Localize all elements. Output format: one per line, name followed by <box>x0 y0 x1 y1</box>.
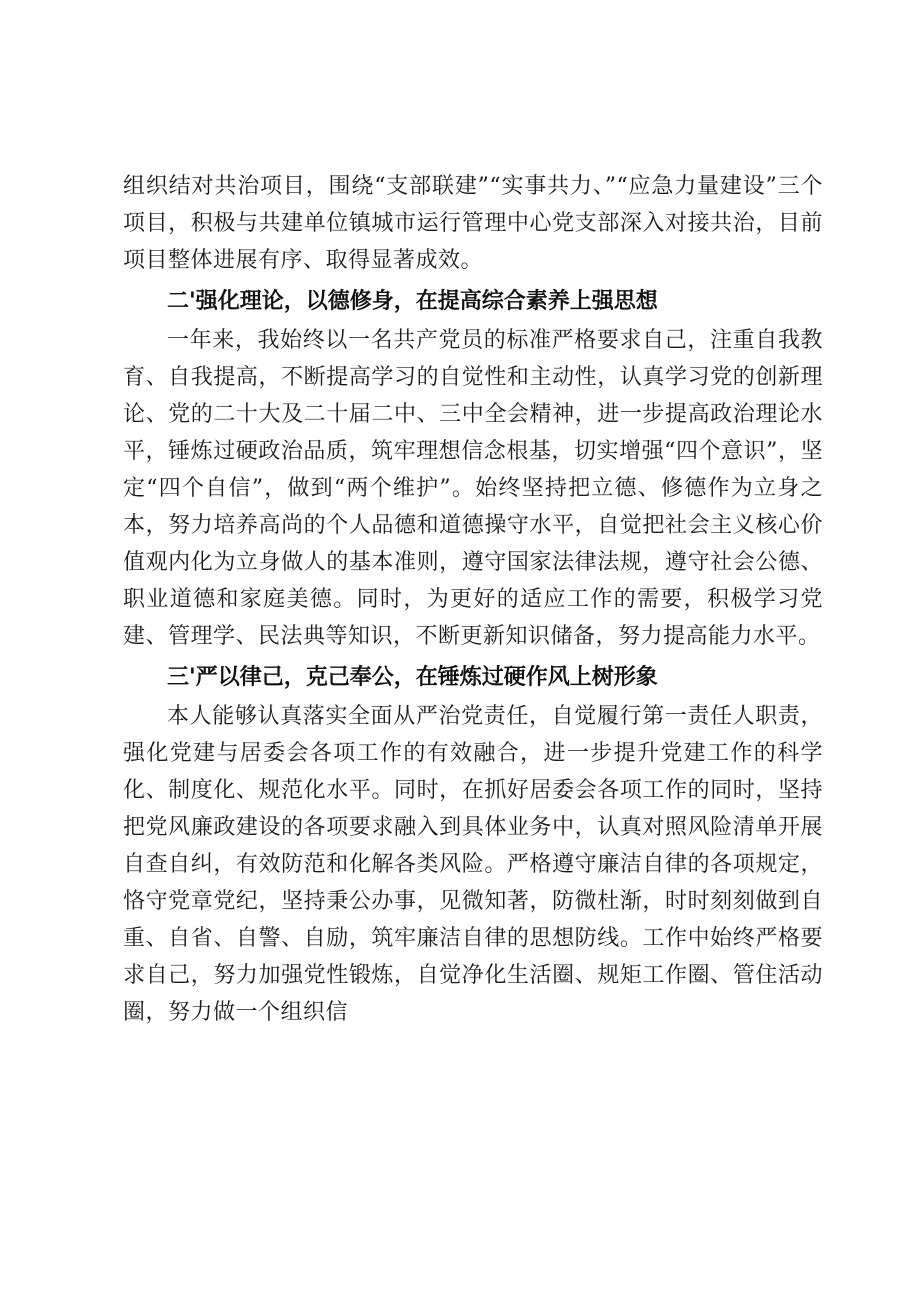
section-heading-3: 三'严以律己，克己奉公，在锤炼过硬作风上树形象 <box>167 665 658 690</box>
paragraph-section-2: 一年来，我始终以一名共产党员的标准严格要求自己，注重自我教育、自我提高，不断提高学习的自觉性和主动性，认真学习党的创新理论、党的二十大及二十届二中、三中全会精神，进一步提高政治理论水平，锤炼过硬政治品质，筑牢理想信念根基，切实增强“四个意识”，坚定“四个自信”，做到“两个维护”。始终坚持把立德、修德作为立身之本，努力培养高尚的个人品德和道德操守水平，自觉把社会主义核心价值观内化为立身做人的基本准则，遵守国家法律法规，遵守社会公德、职业道德和家庭美德。同时，为更好的适应工作的需要，积极学习党建、管理学、民法典等知识，不断更新知识储备，努力提高能力水平。 <box>123 328 823 649</box>
document-body <box>123 168 823 1031</box>
paragraph-section-3: 本人能够认真落实全面从严治党责任，自觉履行第一责任人职责，强化党建与居委会各项工作的有效融合，进一步提升党建工作的科学化、制度化、规范化水平。同时，在抓好居委会各项工作的同时，坚持把党风廉政建设的各项要求融入到具体业务中，认真对照风险清单开展自查自纠，有效防范和化解各类风险。严格遵守廉洁自律的各项规定，恪守党章党纪，坚持秉公办事，见微知著，防微杜渐，时时刻刻做到自重、自省、自警、自励，筑牢廉洁自律的思想防线。工作中始终严格要求自己，努力加强党性锻炼，自觉净化生活圈、规矩工作圈、管住活动圈，努力做一个组织信 <box>123 704 823 1025</box>
paragraph-intro: 组织结对共治项目，围绕“支部联建”“实事共力、”“应急力量建设”三个项目，积极与共建单位镇城市运行管理中心党支部深入对接共治，目前项目整体进展有序、取得显著成效。 <box>123 174 823 273</box>
section-heading-2: 二'强化理论，以德修身，在提高综合素养上强思想 <box>167 289 658 314</box>
